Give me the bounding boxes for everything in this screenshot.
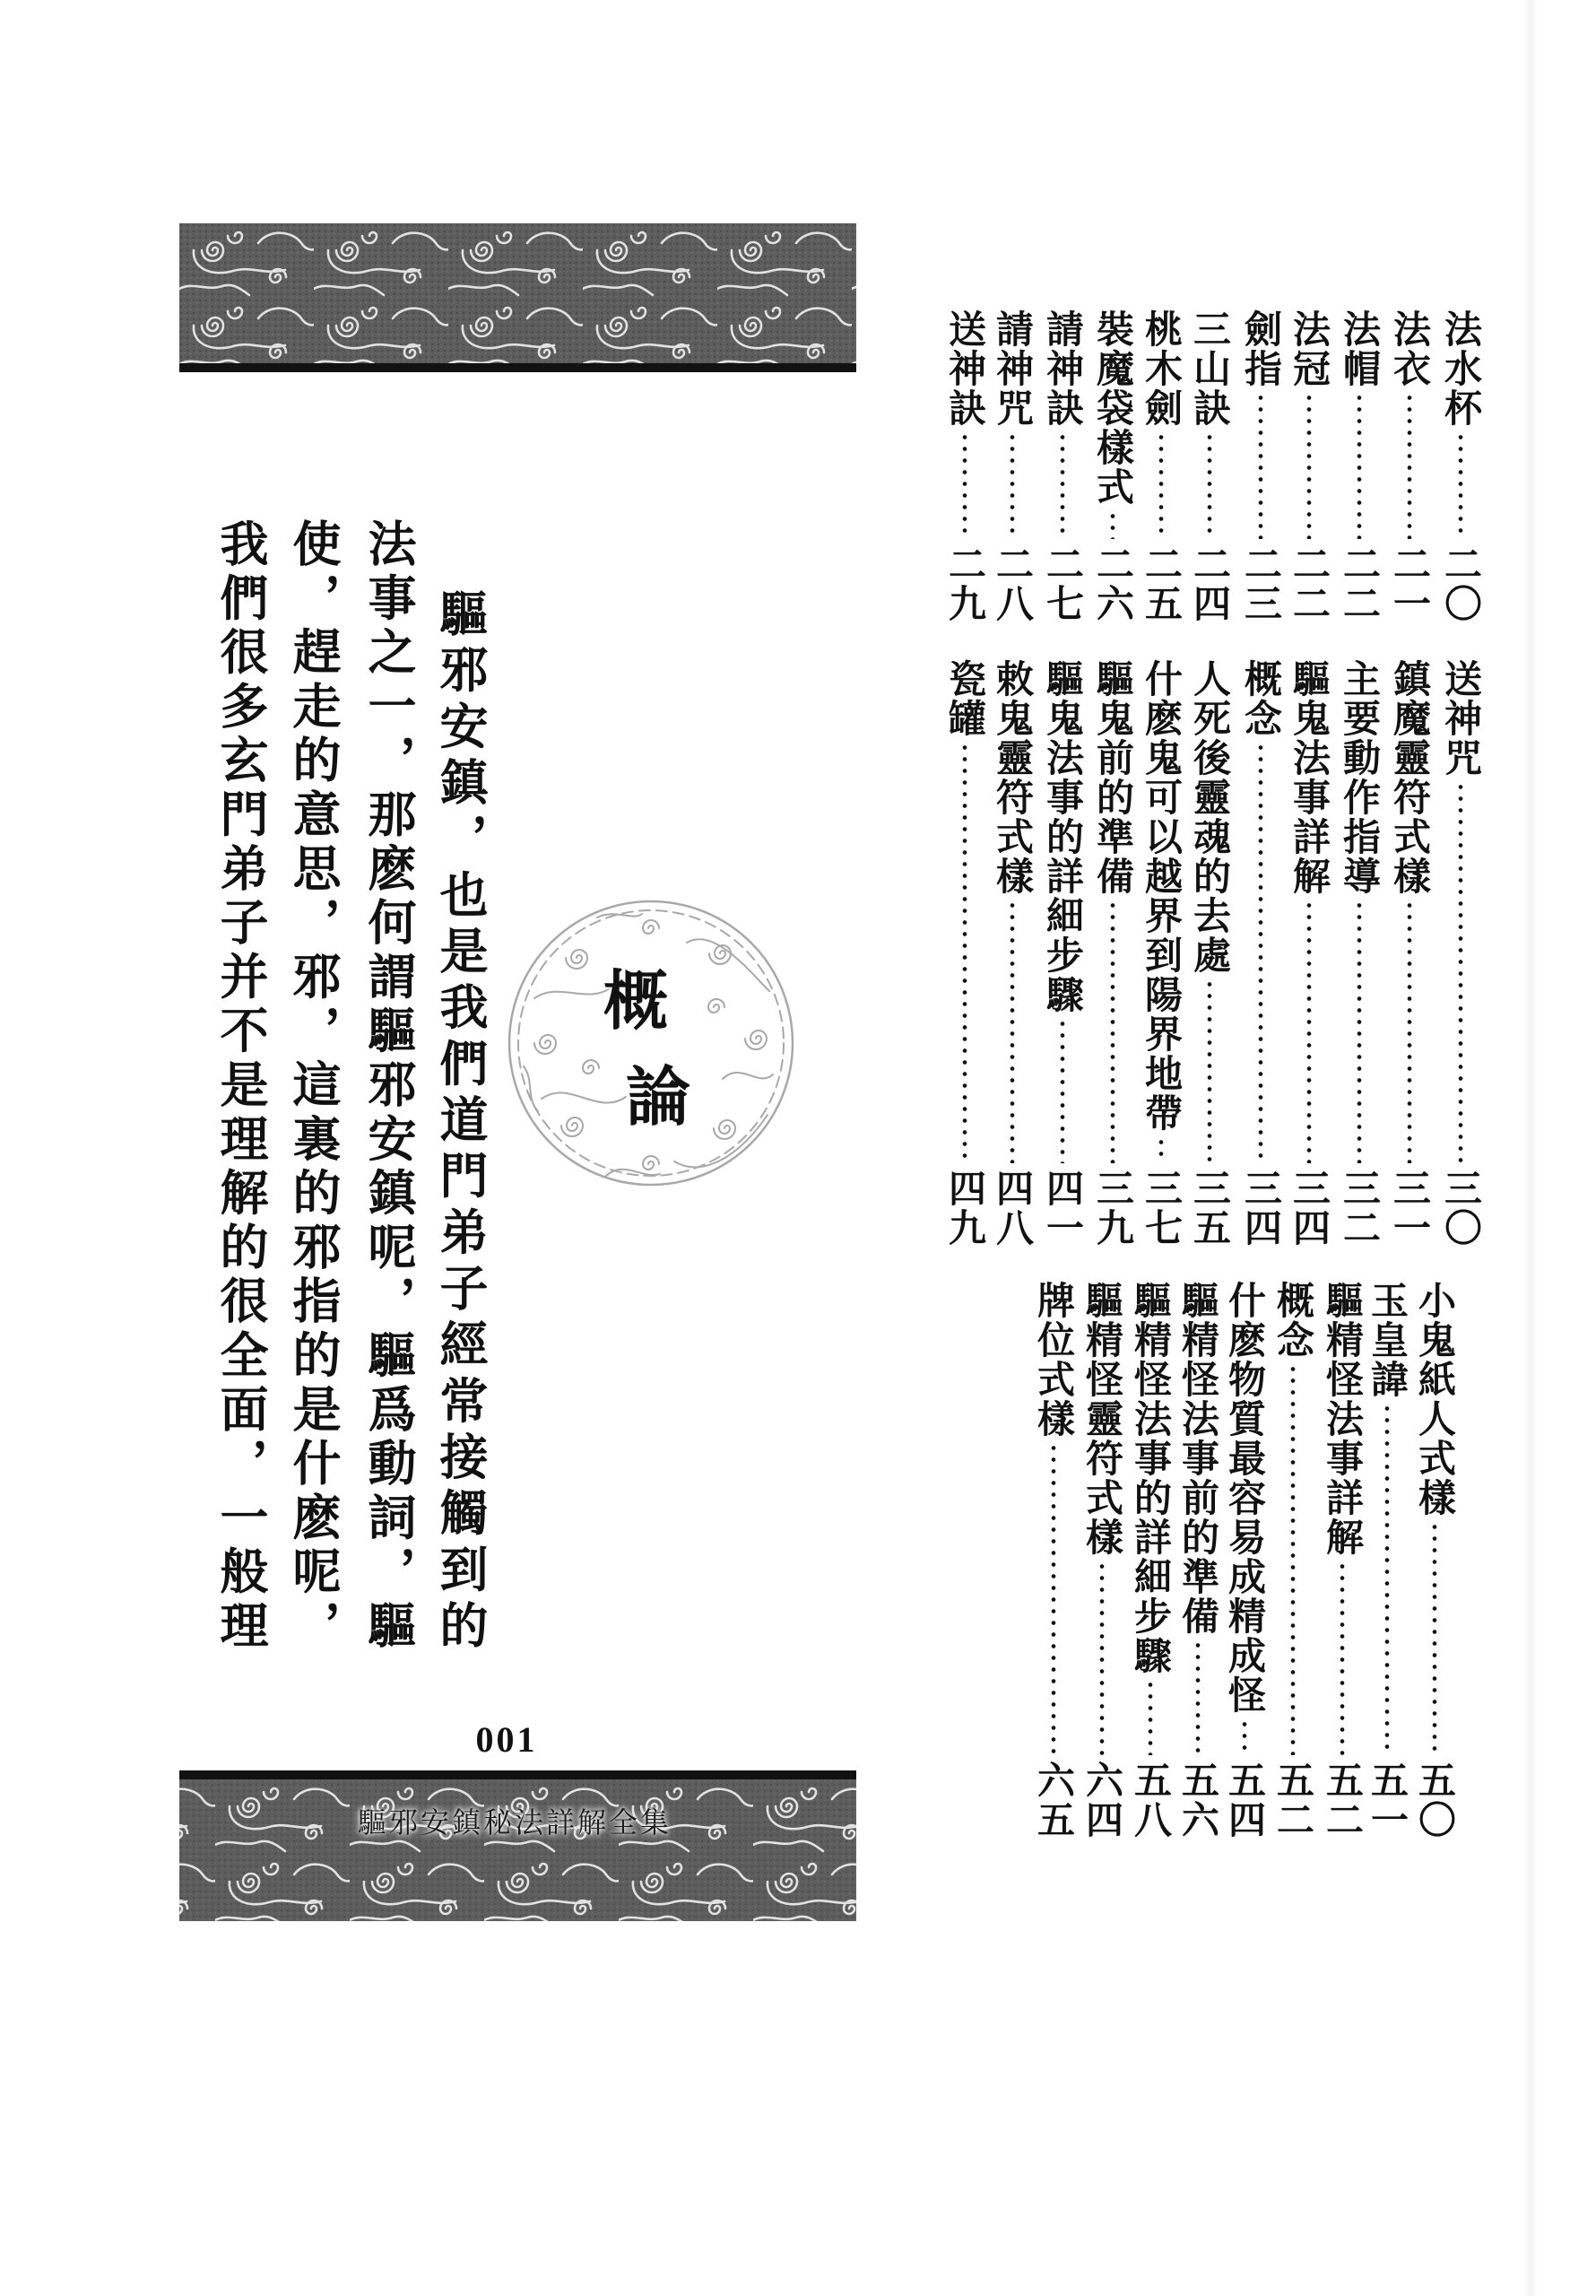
dot-leader: [1241, 1718, 1248, 1755]
bottom-cloud-pattern: [179, 1770, 856, 1921]
dot-leader: [1257, 392, 1264, 539]
toc-entry: [1139, 659, 1184, 1248]
toc-entry-page: 五八: [1129, 1761, 1173, 1839]
toc-entry-page: 四九: [943, 1169, 987, 1248]
toc-entry-page: 五一: [1366, 1761, 1410, 1839]
toc-entry: [1438, 659, 1483, 1248]
toc-entry-page: 三〇: [1439, 1169, 1483, 1248]
page-number: 001: [475, 1719, 538, 1760]
toc-entry-title: 送神咒: [1439, 659, 1483, 778]
toc-entry-page: 二二: [1288, 544, 1331, 623]
toc-entry: [1412, 1281, 1457, 1839]
toc-entry-page: 二〇: [1439, 544, 1483, 623]
dot-leader: [1059, 1018, 1066, 1163]
toc-entry-page: 二二: [1338, 544, 1382, 623]
paragraph-column-3: 使，趕走的意思，邪，這裏的邪指的是什麽呢，: [285, 518, 343, 1648]
toc-entry: [1080, 1281, 1124, 1839]
toc-entry-title: 驅精怪法事前的準備: [1176, 1281, 1220, 1636]
dot-leader: [1289, 1363, 1297, 1755]
dot-leader: [1194, 1639, 1201, 1755]
toc-entry: [942, 309, 987, 623]
toc-entry-page: 五二: [1321, 1761, 1365, 1839]
dot-leader: [1457, 431, 1464, 539]
toc-entry-title: 三山訣: [1188, 309, 1232, 428]
cloud-emblem: [499, 891, 803, 1196]
dot-leader: [1431, 1521, 1438, 1755]
toc-entry-title: 概念: [1271, 1281, 1315, 1360]
toc-entry-page: 四一: [1041, 1169, 1085, 1248]
emblem-swirls: [524, 914, 773, 1176]
dot-leader: [961, 431, 968, 539]
toc-entry-title: 主要動作指導: [1338, 659, 1382, 896]
toc-entry-page: 五〇: [1413, 1761, 1457, 1839]
toc-entry-title: 鎮魔靈符式樣: [1388, 659, 1432, 896]
dot-leader: [1206, 978, 1213, 1163]
dot-leader: [1305, 392, 1313, 539]
toc-entry-page: 三一: [1388, 1169, 1432, 1248]
toc-entry: [1387, 659, 1432, 1248]
toc-entry-page: 四八: [991, 1169, 1035, 1248]
dot-leader: [1098, 1561, 1106, 1755]
toc-entry: [1175, 1281, 1220, 1839]
toc-entry: [1040, 659, 1085, 1248]
toc-entry: [1222, 1281, 1267, 1839]
toc-entry: [1187, 309, 1232, 623]
toc-entry-page: 五六: [1176, 1761, 1220, 1839]
toc-entry-page: 二九: [943, 544, 987, 623]
toc-entry: [990, 659, 1035, 1248]
toc-entry-page: 二三: [1239, 544, 1283, 623]
toc-entry-page: 二一: [1388, 544, 1432, 623]
paragraph-column-4: 我們很多玄門弟子并不是理解的很全面，一般理: [213, 518, 270, 1648]
toc-entry: [1090, 309, 1135, 623]
dot-leader: [961, 742, 968, 1163]
dot-leader: [1406, 900, 1413, 1163]
dot-leader: [1009, 900, 1016, 1163]
toc-entry-page: 三九: [1091, 1169, 1135, 1248]
toc-entry-title: 請神訣: [1041, 309, 1085, 428]
top-cloud-banner: [179, 223, 856, 372]
toc-entry-page: 三五: [1188, 1169, 1232, 1248]
dot-leader: [1109, 900, 1116, 1163]
toc-entry-title: 什麽鬼可以越界到陽界地帶: [1140, 659, 1184, 1133]
toc-entry: [1438, 309, 1483, 623]
toc-entry-page: 五二: [1271, 1761, 1315, 1839]
book-title-footer: 驅邪安鎮秘法詳解全集: [357, 1805, 672, 1839]
bottom-cloud-banner: [179, 1770, 856, 1921]
dot-leader: [1257, 742, 1264, 1163]
toc-entry-title: 驅鬼法事詳解: [1288, 659, 1331, 896]
dot-leader: [1050, 1442, 1057, 1755]
toc-entry-page: 二四: [1188, 544, 1232, 623]
dot-leader: [1158, 1136, 1165, 1163]
emblem-ring: [509, 901, 793, 1185]
toc-entry: [1031, 1281, 1076, 1839]
toc-entry-title: 桃木劍: [1140, 309, 1184, 428]
top-cloud-pattern: [179, 223, 856, 372]
toc-entry: [1337, 659, 1382, 1248]
toc-entry: [1139, 309, 1184, 623]
dot-leader: [1383, 1403, 1391, 1755]
dot-leader: [1059, 431, 1066, 539]
toc-entry: [942, 659, 987, 1248]
toc-entry-title: 驅精怪法事的詳細步驟: [1129, 1281, 1173, 1675]
toc-entry: [1238, 309, 1283, 623]
toc-entry-title: 劍指: [1239, 309, 1283, 388]
toc-entry: [990, 309, 1035, 623]
paragraph-column-1: 驅邪安鎮，也是我們道門弟子經常接觸到的: [432, 588, 490, 1648]
dot-leader: [1158, 431, 1165, 539]
toc-entry: [1287, 309, 1331, 623]
toc-entry-title: 驅鬼法事的詳細步驟: [1041, 659, 1085, 1014]
toc-entry-title: 驅鬼前的準備: [1091, 659, 1135, 896]
toc-entry-page: 三二: [1338, 1169, 1382, 1248]
dot-leader: [1339, 1561, 1346, 1755]
toc-entry-title: 裝魔袋樣式: [1091, 309, 1135, 507]
dot-leader: [1109, 510, 1116, 539]
toc-entry: [1365, 1281, 1410, 1839]
toc-entry: [1320, 1281, 1365, 1839]
toc-entry: [1238, 659, 1283, 1248]
toc-entry-page: 六四: [1080, 1761, 1124, 1839]
dot-leader: [1206, 431, 1213, 539]
toc-entry: [1090, 659, 1135, 1248]
toc-entry-page: 三四: [1288, 1169, 1331, 1248]
emblem-char-top: 概: [603, 962, 669, 1039]
toc-entry-title: 法冠: [1288, 309, 1331, 388]
toc-entry-title: 驅精怪靈符式樣: [1080, 1281, 1124, 1557]
toc-entry-page: 五四: [1223, 1761, 1267, 1839]
dot-leader: [1406, 392, 1413, 539]
dot-leader: [1009, 431, 1016, 539]
toc-entry: [1271, 1281, 1315, 1839]
toc-entry-title: 法帽: [1338, 309, 1382, 388]
toc-entry: [1128, 1281, 1173, 1839]
toc-entry-page: 二七: [1041, 544, 1085, 623]
toc-entry: [1187, 659, 1232, 1248]
dot-leader: [1356, 900, 1363, 1163]
dot-leader: [1147, 1679, 1154, 1755]
toc-entry-title: 瓷罐: [943, 659, 987, 738]
toc-entry-page: 二八: [991, 544, 1035, 623]
toc-entry-title: 小鬼紙人式樣: [1413, 1281, 1457, 1518]
toc-entry: [1040, 309, 1085, 623]
toc-entry-title: 牌位式樣: [1032, 1281, 1076, 1439]
toc-entry-title: 玉皇諱: [1366, 1281, 1410, 1399]
toc-entry-title: 人死後靈魂的去處: [1188, 659, 1232, 975]
toc-entry-title: 送神訣: [943, 309, 987, 428]
toc-entry-title: 法衣: [1388, 309, 1432, 388]
toc-entry-page: 二五: [1140, 544, 1184, 623]
toc-entry: [1337, 309, 1382, 623]
dot-leader: [1356, 392, 1363, 539]
toc-entry-title: 什麽物質最容易成精成怪: [1223, 1281, 1267, 1715]
toc-entry-title: 敕鬼靈符式樣: [991, 659, 1035, 896]
toc-entry-title: 法水杯: [1439, 309, 1483, 428]
emblem-char-bottom: 論: [625, 1058, 691, 1135]
toc-entry-page: 六五: [1032, 1761, 1076, 1839]
toc-entry-title: 概念: [1239, 659, 1283, 738]
dot-leader: [1305, 900, 1313, 1163]
toc-entry-page: 三四: [1239, 1169, 1283, 1248]
toc-entry-title: 請神咒: [991, 309, 1035, 428]
paragraph-column-2: 法事之一，那麽何謂驅邪安鎮呢，驅爲動詞，驅: [360, 518, 418, 1648]
toc-entry-page: 三七: [1140, 1169, 1184, 1248]
toc-entry: [1387, 309, 1432, 623]
toc-entry-page: 二六: [1091, 544, 1135, 623]
scan-shadow: [1524, 0, 1537, 2296]
toc-entry: [1287, 659, 1331, 1248]
dot-leader: [1457, 781, 1464, 1163]
toc-entry-title: 驅精怪法事詳解: [1321, 1281, 1365, 1557]
